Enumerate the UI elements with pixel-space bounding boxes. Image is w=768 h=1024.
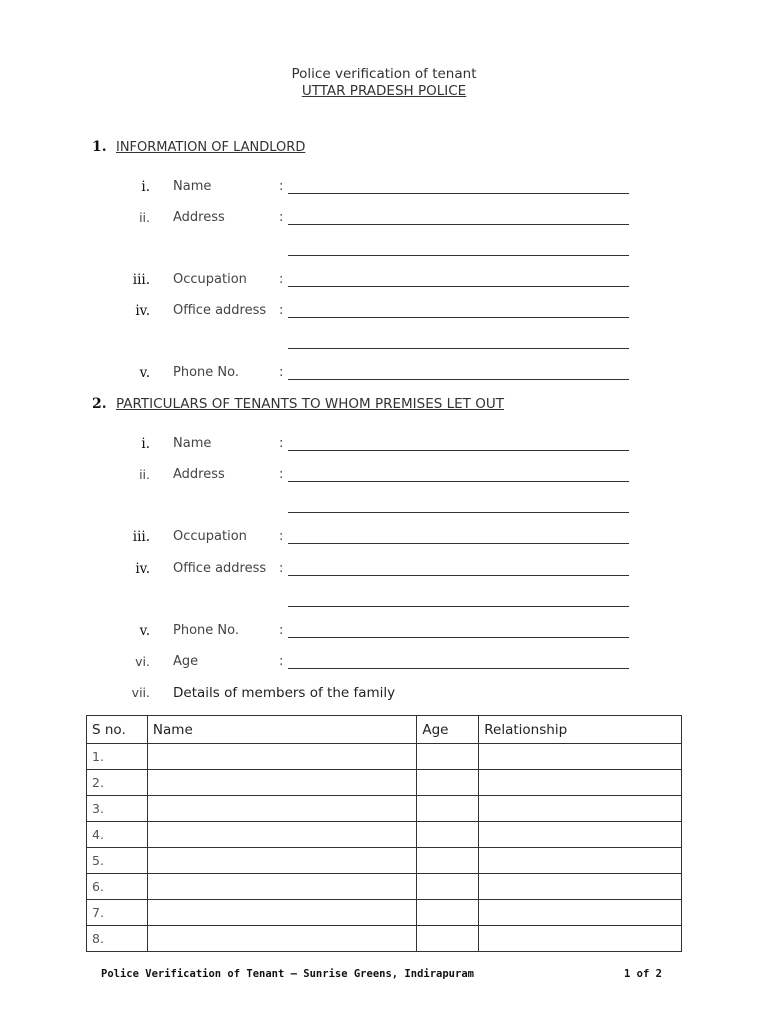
row-number: 4. — [87, 822, 148, 848]
field-label: Name — [173, 436, 212, 451]
field-colon: : — [279, 561, 284, 576]
table-row — [87, 822, 682, 848]
row-number: 6. — [87, 874, 148, 900]
family-members-table — [86, 715, 682, 952]
field-label: Address — [173, 467, 225, 482]
landlord-occupation-line[interactable] — [288, 286, 629, 287]
field-colon: : — [279, 623, 284, 638]
column-header-age: Age — [417, 716, 479, 744]
footer-document-title: Police Verification of Tenant – Sunrise Greens, Indirapuram — [101, 968, 474, 980]
member-relationship-cell[interactable] — [479, 874, 682, 900]
member-age-cell[interactable] — [417, 848, 479, 874]
field-label: Age — [173, 654, 199, 669]
family-details-label: Details of members of the family — [173, 685, 396, 701]
item-number: v. — [139, 365, 150, 381]
landlord-name-line[interactable] — [288, 193, 629, 194]
table-row — [87, 900, 682, 926]
item-number: vi. — [135, 654, 150, 669]
table-row — [87, 796, 682, 822]
member-relationship-cell[interactable] — [479, 900, 682, 926]
landlord-address-line-2[interactable] — [288, 255, 629, 256]
landlord-occupation-field — [0, 272, 768, 290]
member-relationship-cell[interactable] — [479, 926, 682, 952]
field-colon: : — [279, 529, 284, 544]
table-row — [87, 770, 682, 796]
table-row — [87, 848, 682, 874]
section-2-heading — [92, 396, 504, 412]
item-number: i. — [141, 436, 150, 452]
item-number: ii. — [139, 210, 150, 225]
landlord-address-field — [0, 210, 768, 228]
member-age-cell[interactable] — [417, 874, 479, 900]
field-colon: : — [279, 365, 284, 380]
tenant-age-line[interactable] — [288, 668, 629, 669]
tenant-phone-field — [0, 623, 768, 641]
table-row — [87, 926, 682, 952]
item-number: vii. — [131, 685, 150, 700]
member-name-cell[interactable] — [147, 848, 416, 874]
form-title: Police verification of tenant — [291, 66, 477, 82]
item-number: i. — [141, 179, 150, 195]
field-label: Occupation — [173, 529, 247, 544]
item-number: iii. — [132, 272, 150, 288]
tenant-phone-line[interactable] — [288, 637, 629, 638]
field-colon: : — [279, 436, 284, 451]
row-number: 5. — [87, 848, 148, 874]
tenant-office-address-line-2[interactable] — [288, 606, 629, 607]
field-label: Name — [173, 179, 212, 194]
field-label: Office address — [173, 303, 267, 318]
member-age-cell[interactable] — [417, 770, 479, 796]
tenant-office-address-line[interactable] — [288, 575, 629, 576]
column-header-name: Name — [147, 716, 416, 744]
member-name-cell[interactable] — [147, 744, 416, 770]
landlord-address-line[interactable] — [288, 224, 629, 225]
landlord-office-address-line-2[interactable] — [288, 348, 629, 349]
member-age-cell[interactable] — [417, 900, 479, 926]
field-label: Office address — [173, 561, 267, 576]
member-name-cell[interactable] — [147, 822, 416, 848]
field-label: Occupation — [173, 272, 247, 287]
tenant-age-field — [0, 654, 768, 672]
field-colon: : — [279, 654, 284, 669]
row-number: 7. — [87, 900, 148, 926]
member-name-cell[interactable] — [147, 770, 416, 796]
field-colon: : — [279, 303, 284, 318]
item-number: iii. — [132, 529, 150, 545]
member-relationship-cell[interactable] — [479, 770, 682, 796]
form-subtitle: UTTAR PRADESH POLICE — [301, 83, 467, 99]
table-header-row — [87, 716, 682, 744]
member-age-cell[interactable] — [417, 796, 479, 822]
tenant-occupation-line[interactable] — [288, 543, 629, 544]
tenant-address-line[interactable] — [288, 481, 629, 482]
member-name-cell[interactable] — [147, 796, 416, 822]
column-header-sno: S no. — [87, 716, 148, 744]
footer-page-number: 1 of 2 — [624, 968, 662, 980]
field-label: Phone No. — [173, 365, 239, 380]
member-name-cell[interactable] — [147, 926, 416, 952]
member-relationship-cell[interactable] — [479, 744, 682, 770]
section-title: PARTICULARS OF TENANTS TO WHOM PREMISES LET OUT — [116, 396, 504, 412]
landlord-office-address-field — [0, 303, 768, 321]
table-row — [87, 874, 682, 900]
member-age-cell[interactable] — [417, 926, 479, 952]
row-number: 2. — [87, 770, 148, 796]
field-label: Address — [173, 210, 225, 225]
tenant-address-field — [0, 467, 768, 485]
landlord-phone-field — [0, 365, 768, 383]
section-number: 2. — [92, 396, 107, 412]
column-header-relationship: Relationship — [479, 716, 682, 744]
row-number: 3. — [87, 796, 148, 822]
member-name-cell[interactable] — [147, 900, 416, 926]
member-name-cell[interactable] — [147, 874, 416, 900]
table-row — [87, 744, 682, 770]
section-number: 1. — [92, 139, 107, 155]
field-colon: : — [279, 179, 284, 194]
member-relationship-cell[interactable] — [479, 848, 682, 874]
tenant-name-line[interactable] — [288, 450, 629, 451]
member-relationship-cell[interactable] — [479, 796, 682, 822]
tenant-address-line-2[interactable] — [288, 512, 629, 513]
section-1-heading — [92, 139, 305, 155]
field-colon: : — [279, 467, 284, 482]
field-colon: : — [279, 272, 284, 287]
section-title: INFORMATION OF LANDLORD — [116, 140, 306, 155]
member-relationship-cell[interactable] — [479, 822, 682, 848]
tenant-occupation-field — [0, 529, 768, 547]
field-label: Phone No. — [173, 623, 239, 638]
tenant-office-address-field — [0, 561, 768, 579]
item-number: v. — [139, 623, 150, 639]
item-number: iv. — [135, 303, 150, 319]
landlord-name-field — [0, 179, 768, 197]
landlord-office-address-line[interactable] — [288, 317, 629, 318]
field-colon: : — [279, 210, 284, 225]
row-number: 8. — [87, 926, 148, 952]
row-number: 1. — [87, 744, 148, 770]
member-age-cell[interactable] — [417, 822, 479, 848]
landlord-phone-line[interactable] — [288, 379, 629, 380]
item-number: iv. — [135, 561, 150, 577]
item-number: ii. — [139, 467, 150, 482]
tenant-name-field — [0, 436, 768, 454]
member-age-cell[interactable] — [417, 744, 479, 770]
